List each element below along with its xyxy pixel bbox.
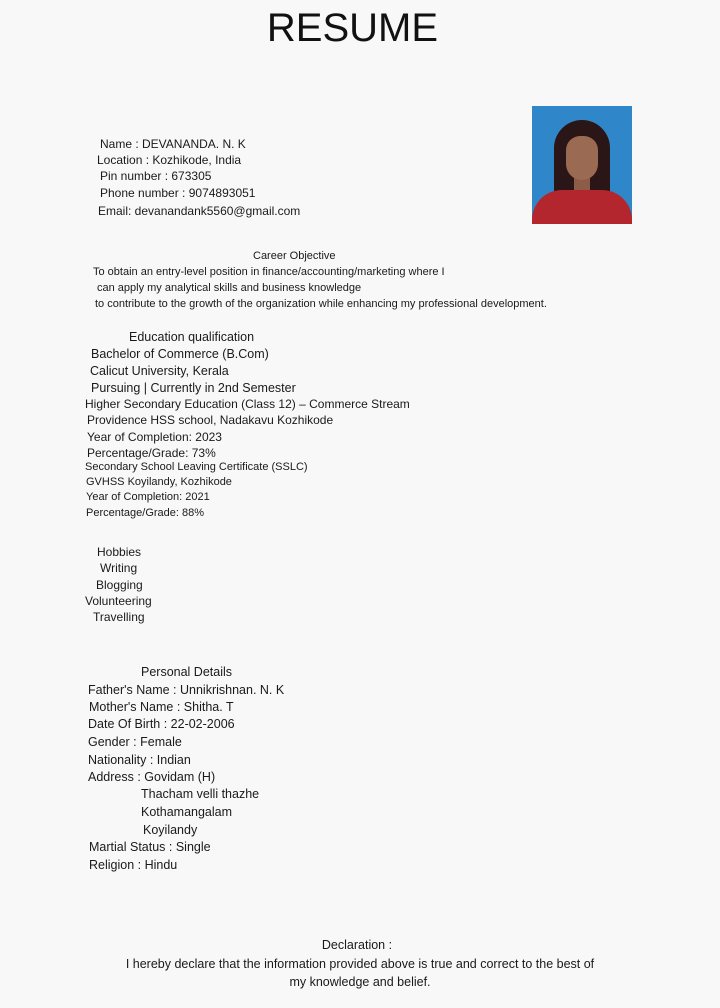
personal-line: Koyilandy xyxy=(143,823,198,837)
career-line: to contribute to the growth of the organization while enhancing my professional development. xyxy=(95,298,547,310)
personal-line: Address : Govidam (H) xyxy=(88,770,216,784)
personal-line: Nationality : Indian xyxy=(88,753,191,767)
hobbies-heading: Hobbies xyxy=(97,545,142,559)
education-line: Secondary School Leaving Certificate (SSLC) xyxy=(85,461,308,473)
contact-email: Email: devanandank5560@gmail.com xyxy=(98,204,301,218)
education-line: Bachelor of Commerce (B.Com) xyxy=(91,347,269,361)
career-heading: Career Objective xyxy=(253,250,336,262)
personal-line: Religion : Hindu xyxy=(89,858,178,872)
education-line: Year of Completion: 2021 xyxy=(86,491,210,503)
career-line: can apply my analytical skills and business knowledge xyxy=(97,282,362,294)
contact-location: Location : Kozhikode, India xyxy=(97,153,242,167)
hobby-item: Writing xyxy=(100,561,138,575)
personal-line: Gender : Female xyxy=(88,735,182,749)
contact-name: Name : DEVANANDA. N. K xyxy=(100,137,246,151)
education-line: Pursuing | Currently in 2nd Semester xyxy=(91,381,296,395)
education-line: Year of Completion: 2023 xyxy=(87,430,222,444)
personal-line: Date Of Birth : 22-02-2006 xyxy=(88,717,235,731)
education-line: Percentage/Grade: 73% xyxy=(87,446,216,460)
contact-phone: Phone number : 9074893051 xyxy=(100,186,256,200)
education-heading: Education qualification xyxy=(129,330,255,344)
education-line: GVHSS Koyilandy, Kozhikode xyxy=(86,476,232,488)
career-line: To obtain an entry-level position in finance/accounting/marketing where I xyxy=(93,266,445,278)
declaration-heading: Declaration : xyxy=(321,938,393,952)
education-line: Higher Secondary Education (Class 12) – Commerce Stream xyxy=(85,397,410,411)
profile-photo xyxy=(532,106,632,224)
declaration-line: I hereby declare that the information provided above is true and correct to the best of xyxy=(125,957,595,971)
personal-line: Kothamangalam xyxy=(141,805,233,819)
hobby-item: Blogging xyxy=(96,578,143,592)
declaration-line: my knowledge and belief. xyxy=(289,975,431,989)
personal-line: Thacham velli thazhe xyxy=(141,787,260,801)
personal-line: Mother's Name : Shitha. T xyxy=(89,700,234,714)
education-line: Providence HSS school, Nadakavu Kozhikode xyxy=(87,413,334,427)
education-line: Percentage/Grade: 88% xyxy=(86,507,205,519)
personal-line: Father's Name : Unnikrishnan. N. K xyxy=(88,683,285,697)
hobby-item: Travelling xyxy=(93,610,145,624)
contact-pin: Pin number : 673305 xyxy=(100,169,212,183)
personal-heading: Personal Details xyxy=(141,665,233,679)
personal-line: Martial Status : Single xyxy=(89,840,211,854)
hobby-item: Volunteering xyxy=(85,594,152,608)
resume-title: RESUME xyxy=(266,6,439,50)
education-line: Calicut University, Kerala xyxy=(90,364,229,378)
